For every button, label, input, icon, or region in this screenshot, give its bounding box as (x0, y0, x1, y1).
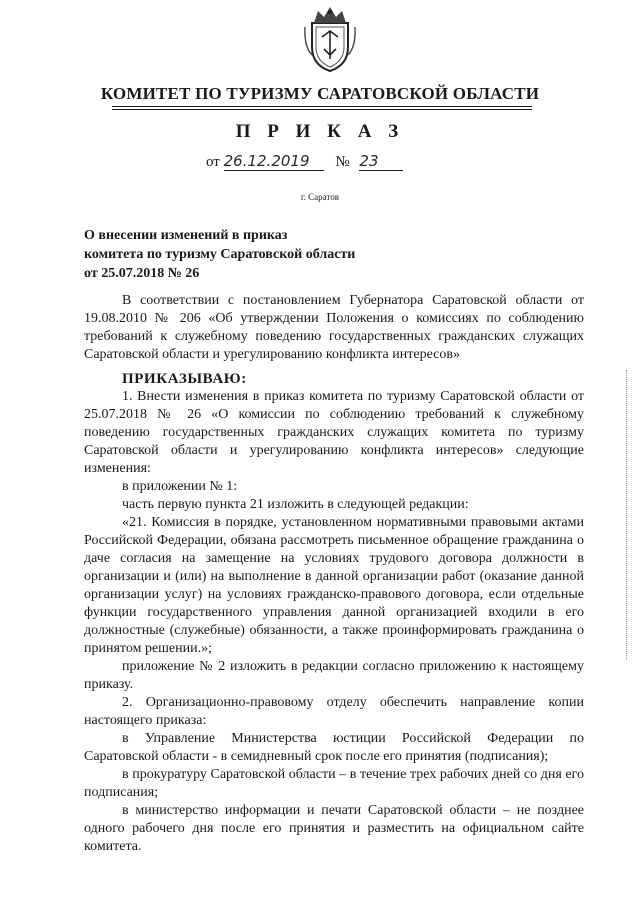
paragraph-1-part: часть первую пункта 21 изложить в следующей редакции: (122, 497, 469, 512)
paragraph-2-item-c: в министерство информации и печати Саратовской области – не позднее одного рабочего дня после его принятия и разместить на официальном сайте комитета. (84, 803, 584, 854)
preamble-paragraph: В соответствии с постановлением Губернатора Саратовской области от 19.08.2010 № 206 «Об утверждении Положения о комиссиях по соблюдению требований к служебному поведению государственных гражданских служащих Саратовской области и урегулированию конфликта интересов» (84, 293, 584, 362)
title-rule-secondary (112, 109, 532, 110)
scan-edge-mark (626, 370, 628, 660)
order-subject (84, 226, 414, 283)
order-directive-word: ПРИКАЗЫВАЮ: (122, 371, 247, 387)
paragraph-1-annex-2: приложение № 2 изложить в редакции согласно приложению к настоящему приказу. (84, 659, 584, 692)
paragraph-1: 1. Внести изменения в приказ комитета по туризму Саратовской области от 25.07.2018 № 26 «О комиссии по соблюдению требований к служебному поведению государственных гражданских служащих комитета по туризму Саратовской области и урегулированию конфликта интересов» следующие изменения: (84, 389, 584, 476)
paragraph-2-item-b: в прокуратуру Саратовской области – в течение трех рабочих дней со дня его подписания; (84, 767, 584, 800)
paragraph-1-quote: «21. Комиссия в порядке, установленном нормативными правовыми актами Российской Федерации, обязана рассмотреть письменное обращение гражданина о даче согласия на замещение на условиях трудового договора должности в организации и (или) на выполнение в данной организации работ (оказание данной организации услуг) на условиях гражданско-правового договора, если отдельные функции государственного управления данной организацией входили в его должностные (служебные) обязанности, а также проинформировать гражданина о принятом решении.»; (84, 515, 584, 656)
title-rule (112, 106, 532, 107)
subject-line: комитета по туризму Саратовской области (84, 247, 356, 262)
subject-line: О внесении изменений в приказ (84, 228, 288, 243)
order-date-number-line (206, 152, 403, 171)
subject-line: от 25.07.2018 № 26 (84, 266, 200, 281)
order-body (84, 292, 584, 856)
organization-title: КОМИТЕТ ПО ТУРИЗМУ САРАТОВСКОЙ ОБЛАСТИ (100, 84, 540, 103)
paragraph-1-annex: в приложении № 1: (122, 479, 238, 494)
paragraph-2: 2. Организационно-правовому отделу обеспечить направление копии настоящего приказа: (84, 695, 584, 728)
city-label: г. Саратов (301, 192, 339, 202)
paragraph-2-item-a: в Управление Министерства юстиции Российской Федерации по Саратовской области - в семидневный срок после его принятия (подписания); (84, 731, 584, 764)
coat-of-arms-icon (302, 3, 358, 75)
date-prefix: от (206, 154, 220, 170)
number-prefix: № (335, 154, 350, 170)
order-date-value: 26.12.2019 (224, 152, 324, 171)
order-heading: П Р И К А З (235, 121, 405, 142)
order-number-value: 23 (359, 152, 403, 171)
